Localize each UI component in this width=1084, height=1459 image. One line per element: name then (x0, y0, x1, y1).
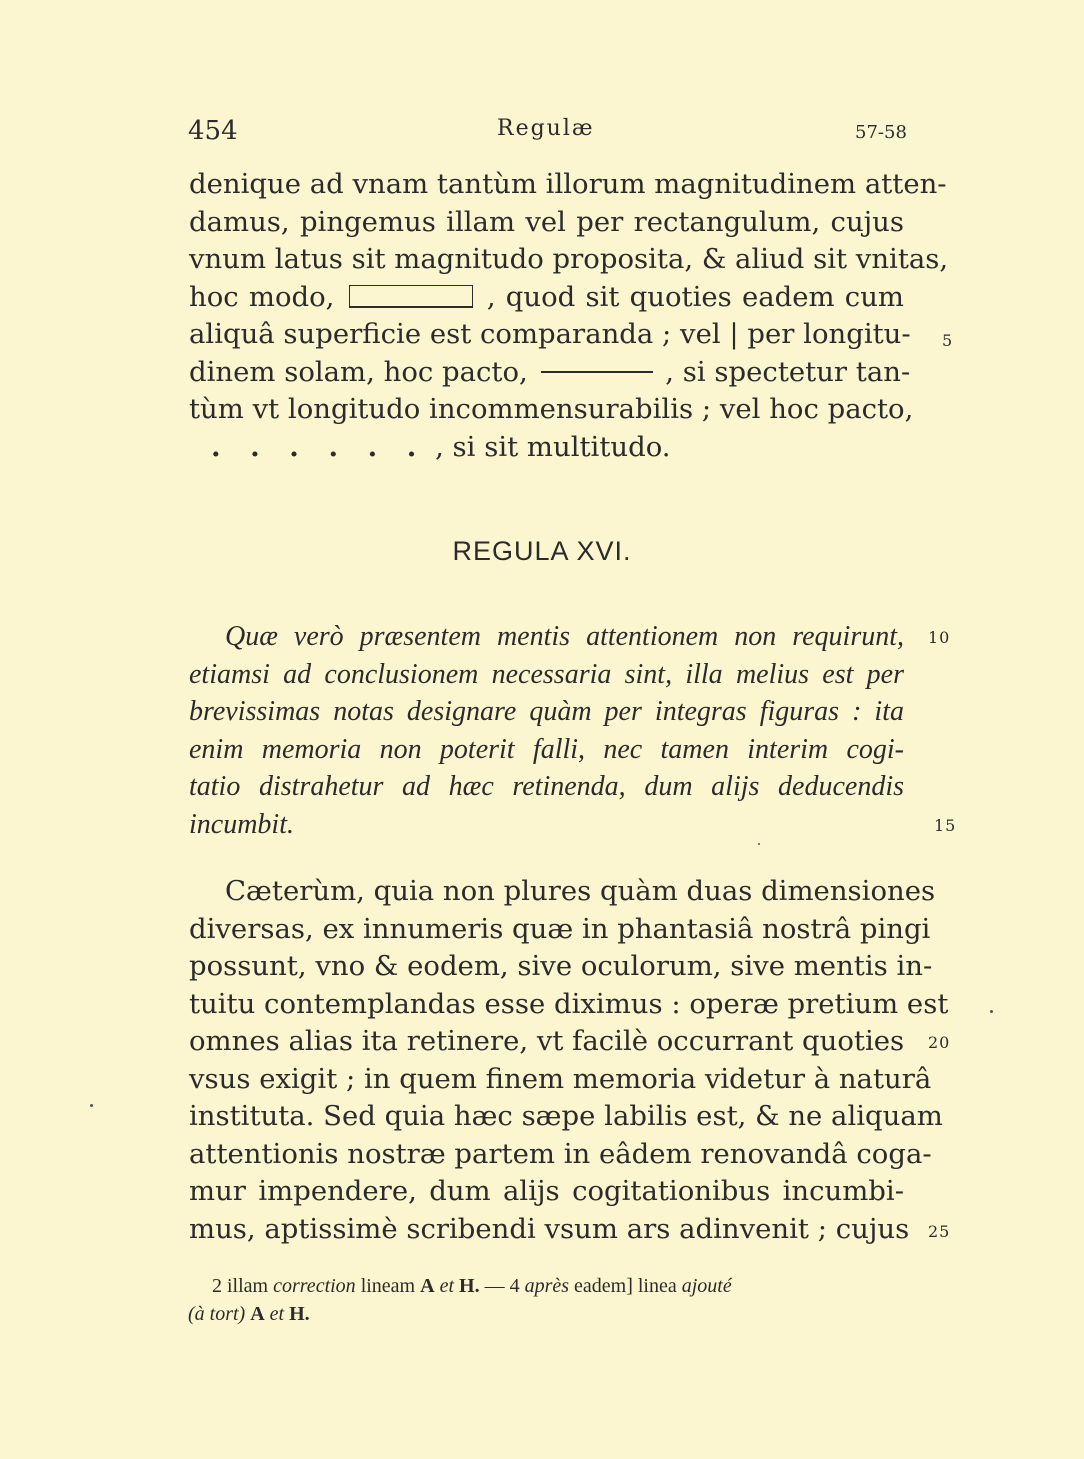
line-number: 25 (928, 1222, 951, 1241)
text-fragment: , si sit multitudo. (435, 430, 671, 463)
text-line: aliquâ superficie est comparanda ; vel | per longitu- (189, 318, 911, 350)
footnote-siglum: A (420, 1275, 435, 1297)
line-number: 15 (934, 816, 957, 835)
footnote-siglum: A (250, 1303, 265, 1325)
footnote-italic: correction (273, 1275, 356, 1297)
text-line: enim memoria non poterit falli, nec tamen interim cogi- (189, 733, 904, 765)
running-title: Regulæ (497, 116, 595, 141)
text-fragment: hoc modo, (189, 280, 335, 313)
text-line: vnum latus sit magnitudo proposita, & aliud sit vnitas, (189, 243, 949, 275)
text-line: mur impendere, dum alijs cogitationibus incumbi- (189, 1175, 904, 1207)
footnote-line (188, 1300, 912, 1328)
text-line: diversas, ex innumeris quæ in phantasiâ nostrâ pingi (189, 912, 931, 945)
rectangle-figure (349, 285, 473, 308)
text-line: etiamsi ad conclusionem necessaria sint, illa melius est per (189, 658, 904, 690)
text-line: vsus exigit ; in quem finem memoria videtur à naturâ (189, 1062, 932, 1095)
text-line: instituta. Sed quia hæc sæpe labilis est, & ne aliquam (189, 1100, 943, 1132)
text-fragment: , quod sit quoties eadem cum (486, 280, 904, 313)
text-line: tatio distrahetur ad hæc retinenda, dum alijs deducendis (189, 771, 904, 802)
footnote-italic: ajouté (681, 1275, 732, 1297)
text-line-with-figure (189, 429, 904, 467)
text-fragment: dinem solam, hoc pacto, (189, 355, 528, 388)
section-reference: 57-58 (855, 122, 907, 143)
line-number: 10 (928, 628, 951, 647)
footnote-text: eadem] linea (574, 1275, 677, 1297)
text-line: mus, aptissimè scribendi vsum ars adinvenit ; cujus (189, 1212, 910, 1245)
dots-figure: . . . . . . (211, 430, 427, 463)
text-line-with-figure (189, 279, 904, 317)
footnote-line (212, 1272, 912, 1300)
line-number: 20 (928, 1033, 951, 1052)
text-line: tùm vt longitudo incommensurabilis ; vel hoc pacto, (189, 393, 914, 425)
rule-statement (189, 618, 904, 843)
footnote-siglum: H. (289, 1303, 310, 1325)
text-fragment: , si spectetur tan- (665, 355, 911, 388)
text-line: Quæ verò præsentem mentis attentionem non requirunt, (225, 621, 904, 652)
footnote-italic: après (524, 1275, 570, 1297)
footnote-italic: (à tort) (188, 1303, 246, 1325)
footnote-text: 2 illam (212, 1275, 269, 1297)
text-line: omnes alias ita retinere, vt facilè occurrant quoties (189, 1025, 905, 1057)
footnote-siglum: H. (459, 1275, 480, 1297)
text-line: tuitu contemplandas esse diximus : operæ pretium est (189, 987, 949, 1020)
text-line-with-figure (189, 354, 911, 392)
line-number: 5 (942, 331, 954, 350)
page-number: 454 (188, 116, 238, 146)
line-segment-figure (541, 371, 653, 373)
footnote-text: — 4 (484, 1275, 520, 1297)
text-line: brevissimas notas designare quàm per integras figuras : ita (189, 696, 904, 727)
footnote-italic: et (269, 1303, 285, 1325)
footnote-text: lineam (360, 1275, 416, 1297)
paragraph-continuation (189, 166, 949, 466)
footnote-italic: et (439, 1275, 455, 1297)
text-line: possunt, vno & eodem, sive oculorum, sive mentis in- (189, 950, 933, 982)
paper-speck (758, 843, 760, 845)
paper-speck (90, 1104, 93, 1107)
text-line: incumbit. (189, 808, 294, 840)
text-line: denique ad vnam tantùm illorum magnitudinem atten- (189, 168, 947, 200)
footnote (188, 1272, 912, 1328)
text-line: damus, pingemus illam vel per rectangulum, cujus (189, 205, 904, 238)
paper-speck (990, 1010, 993, 1013)
text-line: Cæterùm, quia non plures quàm duas dimensiones (225, 875, 936, 907)
rule-heading: REGULA XVI. (452, 536, 632, 566)
text-line: attentionis nostræ partem in eâdem renovandâ coga- (189, 1137, 932, 1170)
